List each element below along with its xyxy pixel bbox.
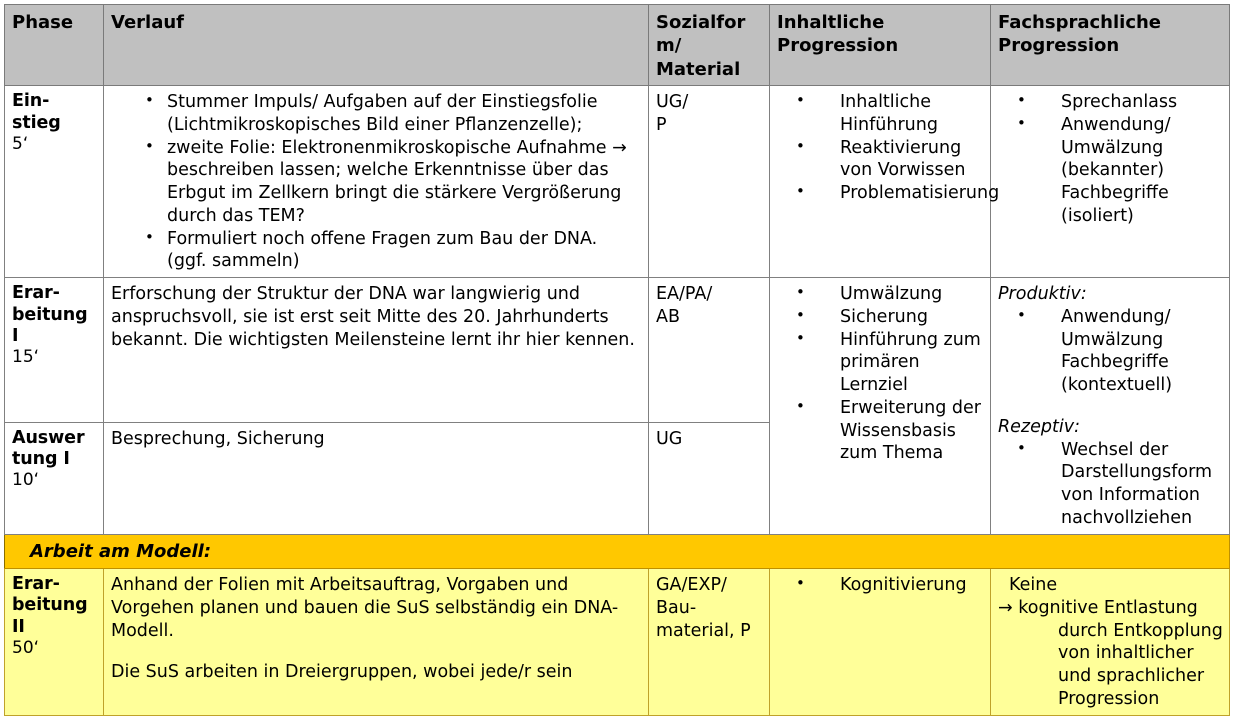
section-banner-cell	[5, 534, 1230, 568]
column-header-fachsprachliche-line2: Progression	[998, 35, 1120, 57]
sozialform-line2: AB	[656, 306, 680, 327]
section-banner-row	[5, 534, 1230, 568]
inhaltliche-progression-cell-erarbeitung-2	[770, 569, 991, 716]
sozialform-cell-einstieg	[649, 86, 770, 278]
column-header-phase-label: Phase	[12, 12, 74, 33]
phase-label-line1: Auswer	[12, 427, 85, 448]
column-header-fachsprachliche-progression	[991, 5, 1230, 86]
table-row-einstieg	[5, 86, 1230, 278]
column-header-sozialform	[649, 5, 770, 86]
section-banner-label: Arbeit am Modell:	[30, 540, 212, 562]
verlauf-paragraph-2: Die SuS arbeiten in Dreiergruppen, wobei jede/r sein	[111, 662, 573, 683]
list-item: • Reaktivierung von Vorwissen	[777, 137, 984, 183]
phase-duration: 15‘	[12, 347, 40, 368]
phase-label-line3: II	[12, 616, 25, 637]
fach-keine-label: Keine	[1009, 575, 1058, 596]
list-item: • Kognitivierung	[777, 574, 984, 597]
table-header-row	[5, 5, 1230, 86]
list-item: • Anwendung/ Umwälzung (bekannter) Fachbegriffe (isoliert)	[998, 114, 1223, 228]
phase-cell-einstieg	[5, 86, 104, 278]
verlauf-paragraph: Erforschung der Struktur der DNA war langwierig und anspruchsvoll, sie ist erst seit Mitte des 20. Jahrhunderts bekannt. Die wichtigsten Meilensteine lernt ihr hier kennen.	[111, 284, 635, 350]
column-header-inhaltliche-line1: Inhaltliche	[777, 12, 885, 33]
inhaltliche-bullet-list	[777, 574, 984, 597]
verlauf-cell-erarbeitung-2	[104, 569, 649, 716]
vertical-spacer	[998, 397, 1223, 416]
column-header-sozialform-line3: Material	[656, 58, 741, 80]
list-item: • Stummer Impuls/ Aufgaben auf der Einstiegsfolie (Lichtmikroskopisches Bild einer Pflanzenzelle);	[111, 91, 642, 137]
sozialform-line1: GA/EXP/	[656, 575, 727, 596]
sozialform-line2: P	[656, 114, 667, 135]
phase-cell-auswertung-1	[5, 422, 104, 534]
fach-arrow-note	[998, 597, 1223, 711]
verlauf-cell-erarbeitung-1	[104, 278, 649, 422]
phase-cell-erarbeitung-2	[5, 569, 104, 716]
sozialform-line2: Bau-	[656, 597, 697, 618]
fachsprachliche-progression-cell-erarbeitung-2	[991, 569, 1230, 716]
sozialform-line1: UG/	[656, 92, 689, 113]
fach-arrow-line1: → kognitive Entlastung	[998, 597, 1198, 618]
list-item: • Sicherung	[777, 306, 984, 329]
column-header-fachsprachliche-line1: Fachsprachliche	[998, 12, 1162, 33]
list-item: • zweite Folie: Elektronenmikroskopische Aufnahme → beschreiben lassen; welche Erkenntnisse über das Erbgut im Zellkern bringt die stärkere Vergrößerung durch das TEM?	[111, 137, 642, 228]
phase-label-line3: I	[12, 325, 19, 346]
phase-duration: 10‘	[12, 470, 40, 491]
rezeptiv-bullet-list	[998, 439, 1223, 530]
phase-cell-erarbeitung-1	[5, 278, 104, 422]
verlauf-cell-auswertung-1	[104, 422, 649, 534]
phase-label-line2: tung I	[12, 448, 70, 469]
fach-arrow-rest: durch Entkopplung von inhaltlicher und sprachlicher Progression	[1058, 620, 1223, 709]
sozialform-line1: EA/PA/	[656, 284, 713, 305]
phase-label-line2: beitung	[12, 304, 88, 325]
fachsprachliche-bullet-list	[998, 91, 1223, 228]
verlauf-cell-einstieg	[104, 86, 649, 278]
column-header-inhaltliche-progression	[770, 5, 991, 86]
column-header-verlauf	[104, 5, 649, 86]
verlauf-paragraph: Besprechung, Sicherung	[111, 428, 325, 449]
phase-duration: 5‘	[12, 133, 29, 154]
table-row-erarbeitung-2	[5, 569, 1230, 716]
list-item: • Umwälzung	[777, 283, 984, 306]
verlauf-bullet-list	[111, 91, 642, 273]
produktiv-bullet-list	[998, 306, 1223, 397]
column-header-sozialform-line1: Sozialfor	[656, 12, 746, 33]
list-item: • Formuliert noch offene Fragen zum Bau der DNA. (ggf. sammeln)	[111, 228, 642, 274]
list-item: • Sprechanlass	[998, 91, 1223, 114]
column-header-phase	[5, 5, 104, 86]
inhaltliche-bullet-list	[777, 91, 1000, 205]
column-header-inhaltliche-line2: Progression	[777, 35, 899, 57]
sozialform-cell-erarbeitung-1	[649, 278, 770, 422]
sozialform-cell-auswertung-1	[649, 422, 770, 534]
sozialform-cell-erarbeitung-2	[649, 569, 770, 716]
phase-label-line2: stieg	[12, 112, 61, 133]
list-item: • Inhaltliche Hinführung	[777, 91, 984, 137]
phase-label-line1: Ein-	[12, 91, 50, 112]
subheading-rezeptiv: Rezeptiv:	[998, 416, 1080, 437]
list-item: • Wechsel der Darstellungsform von Information nachvollziehen	[998, 439, 1223, 530]
subheading-produktiv: Produktiv:	[998, 284, 1087, 305]
column-header-verlauf-label: Verlauf	[111, 12, 184, 33]
lesson-plan-table	[4, 4, 1230, 716]
sozialform-line1: UG	[656, 428, 683, 449]
inhaltliche-progression-cell-shared	[770, 278, 991, 535]
phase-label-line2: beitung	[12, 595, 88, 616]
fachsprachliche-progression-cell-einstieg	[991, 86, 1230, 278]
sozialform-line3: material, P	[656, 620, 751, 641]
inhaltliche-progression-cell-einstieg	[770, 86, 1000, 278]
list-item: • Erweiterung der Wissensbasis zum Thema	[777, 397, 984, 465]
phase-label-line1: Erar-	[12, 283, 60, 304]
phase-duration: 50‘	[12, 638, 40, 659]
column-header-sozialform-line2: m/	[656, 35, 682, 57]
list-item: • Hinführung zum primären Lernziel	[777, 329, 984, 397]
fachsprachliche-progression-cell-shared	[991, 278, 1230, 535]
table-row-erarbeitung-1	[5, 278, 1230, 422]
list-item: • Problematisierung	[777, 182, 984, 205]
list-item: • Anwendung/ Umwälzung Fachbegriffe (kontextuell)	[998, 306, 1223, 397]
phase-label-line1: Erar-	[12, 574, 60, 595]
verlauf-paragraph-1: Anhand der Folien mit Arbeitsauftrag, Vorgaben und Vorgehen planen und bauen die SuS selbständig ein DNA-Modell.	[111, 575, 619, 641]
inhaltliche-bullet-list	[777, 283, 984, 465]
